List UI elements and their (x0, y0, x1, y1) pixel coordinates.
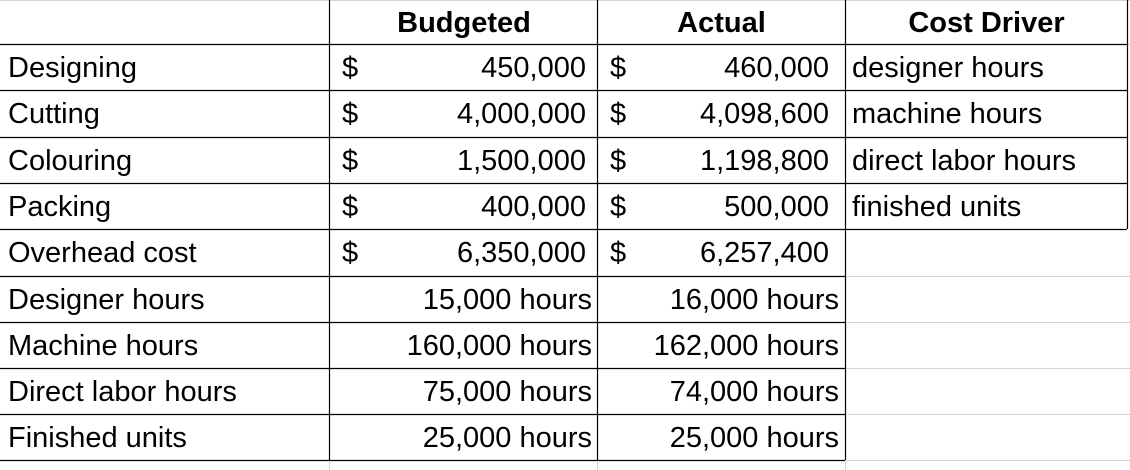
budgeted-finished-units[interactable]: 25,000 hours (422, 422, 592, 454)
currency-symbol: $ (342, 191, 359, 223)
driver-packing[interactable]: finished units (852, 191, 1022, 223)
currency-symbol: $ (610, 52, 627, 84)
actual-packing[interactable]: 500,000 (724, 191, 829, 223)
currency-symbol: $ (610, 145, 627, 177)
actual-colouring[interactable]: 1,198,800 (699, 145, 829, 177)
row-label-overhead-cost[interactable]: Overhead cost (8, 237, 197, 269)
driver-colouring[interactable]: direct labor hours (852, 145, 1077, 177)
driver-cutting[interactable]: machine hours (852, 98, 1043, 130)
budgeted-designing[interactable]: 450,000 (481, 52, 586, 84)
currency-symbol: $ (342, 52, 359, 84)
currency-symbol: $ (610, 191, 627, 223)
row-label-colouring[interactable]: Colouring (8, 145, 133, 177)
budgeted-colouring[interactable]: 1,500,000 (456, 145, 586, 177)
row-label-cutting[interactable]: Cutting (8, 98, 100, 130)
actual-overhead-cost[interactable]: 6,257,400 (699, 237, 829, 269)
header-cost-driver[interactable]: Cost Driver (908, 7, 1065, 39)
budgeted-overhead-cost[interactable]: 6,350,000 (456, 237, 586, 269)
actual-cutting[interactable]: 4,098,600 (699, 98, 829, 130)
row-label-packing[interactable]: Packing (8, 191, 112, 223)
row-label-direct-labor-hours[interactable]: Direct labor hours (8, 376, 237, 408)
row-label-finished-units[interactable]: Finished units (8, 422, 187, 454)
actual-machine-hours[interactable]: 162,000 hours (653, 330, 839, 362)
header-budgeted[interactable]: Budgeted (397, 7, 531, 39)
actual-finished-units[interactable]: 25,000 hours (669, 422, 839, 454)
actual-designing[interactable]: 460,000 (724, 52, 829, 84)
row-label-machine-hours[interactable]: Machine hours (8, 330, 199, 362)
budgeted-direct-labor-hours[interactable]: 75,000 hours (422, 376, 592, 408)
currency-symbol: $ (342, 237, 359, 269)
actual-designer-hours[interactable]: 16,000 hours (669, 284, 839, 316)
driver-designing[interactable]: designer hours (852, 52, 1044, 84)
budgeted-cutting[interactable]: 4,000,000 (456, 98, 586, 130)
budgeted-packing[interactable]: 400,000 (481, 191, 586, 223)
currency-symbol: $ (342, 145, 359, 177)
header-actual[interactable]: Actual (677, 7, 766, 39)
budgeted-machine-hours[interactable]: 160,000 hours (406, 330, 592, 362)
currency-symbol: $ (342, 98, 359, 130)
actual-direct-labor-hours[interactable]: 74,000 hours (669, 376, 839, 408)
currency-symbol: $ (610, 98, 627, 130)
currency-symbol: $ (610, 237, 627, 269)
row-label-designer-hours[interactable]: Designer hours (8, 284, 205, 316)
row-label-designing[interactable]: Designing (8, 52, 137, 84)
budgeted-designer-hours[interactable]: 15,000 hours (422, 284, 592, 316)
